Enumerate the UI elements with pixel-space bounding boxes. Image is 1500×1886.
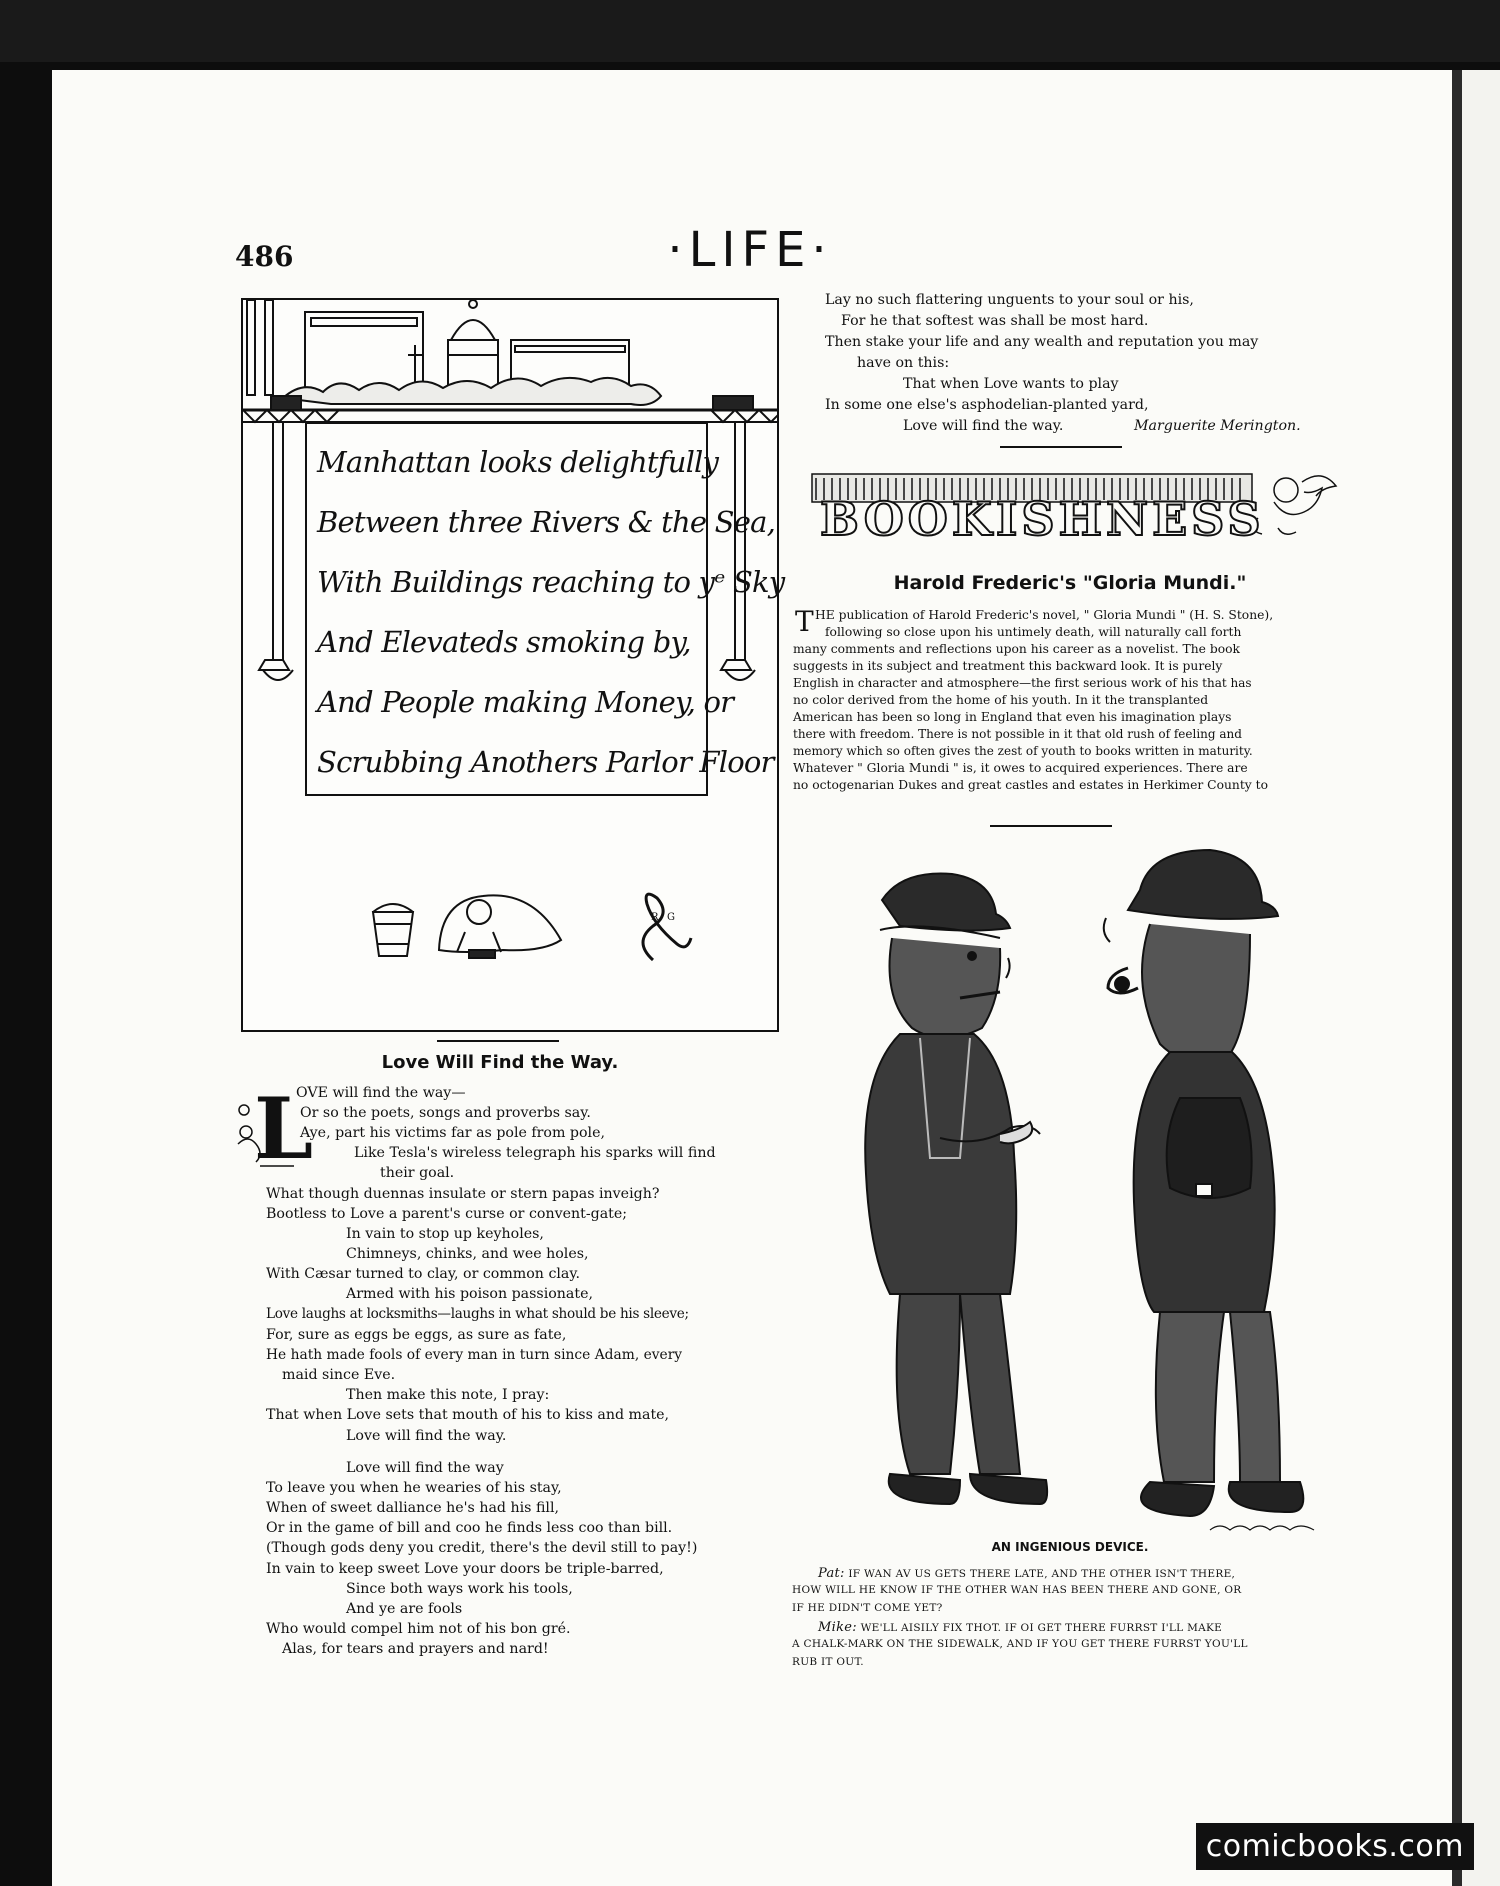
poem-line: And ye are fools: [346, 1601, 463, 1617]
review-drop-cap: T: [795, 605, 814, 638]
svg-text:G: G: [667, 912, 675, 923]
poem-continuation-line: have on this:: [857, 355, 950, 371]
masthead-title: ·LIFE·: [667, 222, 833, 278]
scan-border: [0, 0, 1500, 62]
review-line: many comments and reflections upon his career as a novelist. The book: [793, 642, 1240, 656]
page-gutter: [1452, 70, 1462, 1886]
page-number: 486: [235, 240, 294, 273]
dialogue-line: [818, 1620, 1222, 1635]
poem-continuation-line: Then stake your life and any wealth and reputation you may: [825, 334, 1259, 350]
review-line: no color derived from the home of his youth. In it the transplanted: [793, 693, 1209, 707]
poem-line: Or in the game of bill and coo he finds less coo than bill.: [266, 1520, 673, 1536]
speaker-label: Pat:: [818, 1566, 845, 1581]
dialogue-line: HOW WILL HE KNOW IF THE OTHER WAN HAS BEEN THERE AND GONE, OR: [792, 1584, 1242, 1596]
poem-line: He hath made fools of every man in turn since Adam, every: [266, 1347, 683, 1363]
poem-continuation-line: Love will find the way.: [903, 418, 1064, 434]
review-line: English in character and atmosphere—the first serious work of his that has: [793, 676, 1252, 690]
speaker-label: Mike:: [818, 1620, 857, 1635]
poem-drop-cap: [236, 1079, 314, 1178]
review-line: HE publication of Harold Frederic's novel, " Gloria Mundi " (H. S. Stone),: [815, 608, 1274, 622]
poem-line: Or so the poets, songs and proverbs say.: [300, 1105, 591, 1121]
poem-line: Chimneys, chinks, and wee holes,: [346, 1246, 589, 1262]
poem-line: Then make this note, I pray:: [346, 1387, 550, 1403]
verse-line: Between three Rivers & the Sea,: [317, 505, 776, 539]
poem-line: What though duennas insulate or stern papas inveigh?: [266, 1186, 660, 1202]
poem-line: Love will find the way.: [346, 1428, 507, 1444]
poem-line: their goal.: [380, 1165, 455, 1181]
bookishness-title: BOOKISHNESS: [820, 492, 1265, 546]
poem-line: Armed with his poison passionate,: [346, 1286, 593, 1302]
bookishness-header: [808, 468, 1348, 558]
poem-line: Alas, for tears and prayers and nard!: [282, 1641, 549, 1657]
poem-line: In vain to keep sweet Love your doors be triple-barred,: [266, 1561, 664, 1577]
poem-line: Since both ways work his tools,: [346, 1581, 573, 1597]
review-line: suggests in its subject and treatment this backward look. It is purely: [793, 659, 1223, 673]
manhattan-verse-panel: [305, 422, 785, 796]
poem-line: maid since Eve.: [282, 1367, 396, 1383]
review-line: there with freedom. There is not possible in it that old rush of feeling and: [793, 727, 1242, 741]
two-men-cartoon: [810, 838, 1330, 1538]
verse-line: Scrubbing Anothers Parlor Floor: [317, 745, 774, 779]
poem-line: OVE will find the way—: [296, 1085, 466, 1101]
dialogue-text: WE'LL AISILY FIX THOT. IF OI GET THERE FURRST I'LL MAKE: [860, 1622, 1223, 1634]
review-title: Harold Frederic's "Gloria Mundi.": [893, 572, 1247, 594]
review-line: no octogenarian Dukes and great castles and estates in Herkimer County to: [793, 778, 1268, 792]
dialogue-line: A CHALK-MARK ON THE SIDEWALK, AND IF YOU GET THERE FURRST YOU'LL: [792, 1638, 1248, 1650]
dialogue-line: IF HE DIDN'T COME YET?: [792, 1602, 943, 1614]
review-line: memory which so often gives the zest of youth to books written in maturity.: [793, 744, 1253, 758]
poem-continuation-line: That when Love wants to play: [903, 376, 1119, 392]
verse-line: With Buildings reaching to yᵉ Sky: [317, 565, 785, 599]
dialogue-text: IF WAN AV US GETS THERE LATE, AND THE OTHER ISN'T THERE,: [848, 1568, 1236, 1580]
poem-continuation-line: In some one else's asphodelian-planted yard,: [825, 397, 1149, 413]
site-watermark: comicbooks.com: [1196, 1823, 1474, 1870]
divider-rule: [1000, 446, 1122, 448]
verse-line: And People making Money, or: [317, 685, 734, 719]
poem-line: To leave you when he wearies of his stay,: [266, 1480, 562, 1496]
svg-text:R: R: [651, 912, 659, 923]
review-line: American has been so long in England that even his imagination plays: [793, 710, 1232, 724]
poem-line: For, sure as eggs be eggs, as sure as fate,: [266, 1327, 567, 1343]
manhattan-illustration: [241, 298, 785, 1032]
poem-line: (Though gods deny you credit, there's the devil still to pay!): [266, 1540, 698, 1556]
divider-rule: [990, 825, 1112, 827]
poem-line: In vain to stop up keyholes,: [346, 1226, 544, 1242]
review-line: following so close upon his untimely death, will naturally call forth: [825, 625, 1242, 639]
poem-line: Love laughs at locksmiths—laughs in what should be his sleeve;: [266, 1306, 689, 1322]
verse-line: Manhattan looks delightfully: [317, 445, 719, 479]
poem-line: Bootless to Love a parent's curse or convent-gate;: [266, 1206, 628, 1222]
review-line: Whatever " Gloria Mundi " is, it owes to acquired experiences. There are: [793, 761, 1248, 775]
poem-line: Love will find the way: [346, 1460, 504, 1476]
poem-line: When of sweet dalliance he's had his fill,: [266, 1500, 560, 1516]
dialogue-line: [818, 1566, 1235, 1581]
drop-cap-letter: L: [254, 1079, 314, 1178]
poem-title: Love Will Find the Way.: [381, 1052, 619, 1073]
poem-line: With Cæsar turned to clay, or common clay.: [266, 1266, 581, 1282]
poem-continuation-line: For he that softest was shall be most hard.: [841, 313, 1149, 329]
facing-page-edge: [1462, 70, 1500, 1886]
cartoon-caption-title: AN INGENIOUS DEVICE.: [991, 1540, 1149, 1554]
divider-rule: [437, 1040, 559, 1042]
poem-attribution: Marguerite Merington.: [1134, 418, 1301, 434]
poem-continuation-line: Lay no such flattering unguents to your soul or his,: [825, 292, 1194, 308]
poem-line: Who would compel him not of his bon gré.: [266, 1621, 571, 1637]
poem-line: Aye, part his victims far as pole from pole,: [300, 1125, 606, 1141]
dialogue-line: RUB IT OUT.: [792, 1656, 864, 1668]
poem-line: Like Tesla's wireless telegraph his sparks will find: [354, 1145, 716, 1161]
poem-line: That when Love sets that mouth of his to kiss and mate,: [266, 1407, 670, 1423]
verse-line: And Elevateds smoking by,: [317, 625, 691, 659]
